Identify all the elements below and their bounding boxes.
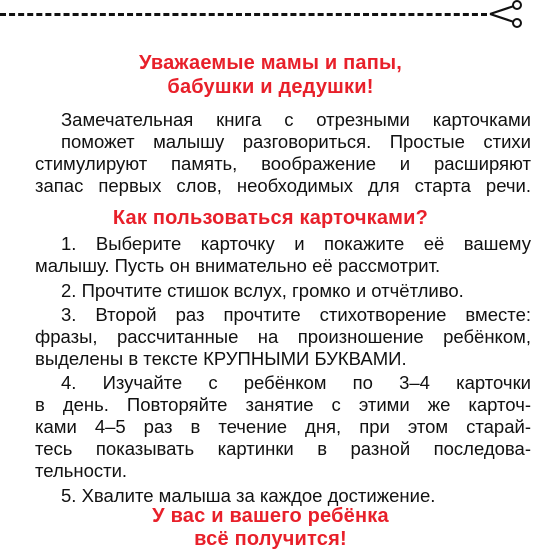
instruction-line: выделены в тексте КРУПНЫМИ БУКВАМИ. — [35, 348, 407, 369]
closing-line-1: У вас и вашего ребёнка — [152, 505, 389, 527]
instruction-line: тельности. — [35, 460, 128, 481]
instruction-line: малышу. Пусть он внимательно её рассмотрит. — [35, 255, 441, 276]
scissors-icon — [488, 0, 524, 28]
instruction-line: 1. Выберите карточку и покажите её вашему — [61, 233, 531, 254]
instruction-line: 5. Хвалите малыша за каждое достижение. — [61, 485, 436, 506]
intro-text-line: стимулируют память, воображение и расширяют — [35, 153, 531, 174]
instruction-line: ками 4–5 раз в течение дня, при этом старай- — [35, 416, 531, 437]
instructions-heading: Как пользоваться карточками? — [112, 207, 429, 229]
instruction-line: тесь показывать картинки в разной последова- — [35, 438, 531, 459]
cut-line — [0, 13, 487, 16]
instruction-line: 2. Прочтите стишок вслух, громко и отчётливо. — [61, 280, 464, 301]
instruction-line: в день. Повторяйте занятие с этими же карточ- — [35, 394, 531, 415]
intro-text-line: запас первых слов, необходимых для старта речи. — [35, 175, 531, 196]
closing-line-2: всё получится! — [194, 528, 347, 550]
instruction-line: 3. Второй раз прочтите стихотворение вместе: — [61, 304, 531, 325]
intro-text-line: поможет малышу разговориться. Простые стихи — [61, 131, 531, 152]
instruction-line: фразы, рассчитанные на произношение ребёнком, — [35, 326, 531, 347]
instruction-line: 4. Изучайте с ребёнком по 3–4 карточки — [61, 372, 531, 393]
greeting-heading-line-1: Уважаемые мамы и папы, — [138, 52, 403, 74]
greeting-heading-line-2: бабушки и дедушки! — [167, 76, 374, 98]
intro-text-line: Замечательная книга с отрезными карточками — [61, 109, 531, 130]
